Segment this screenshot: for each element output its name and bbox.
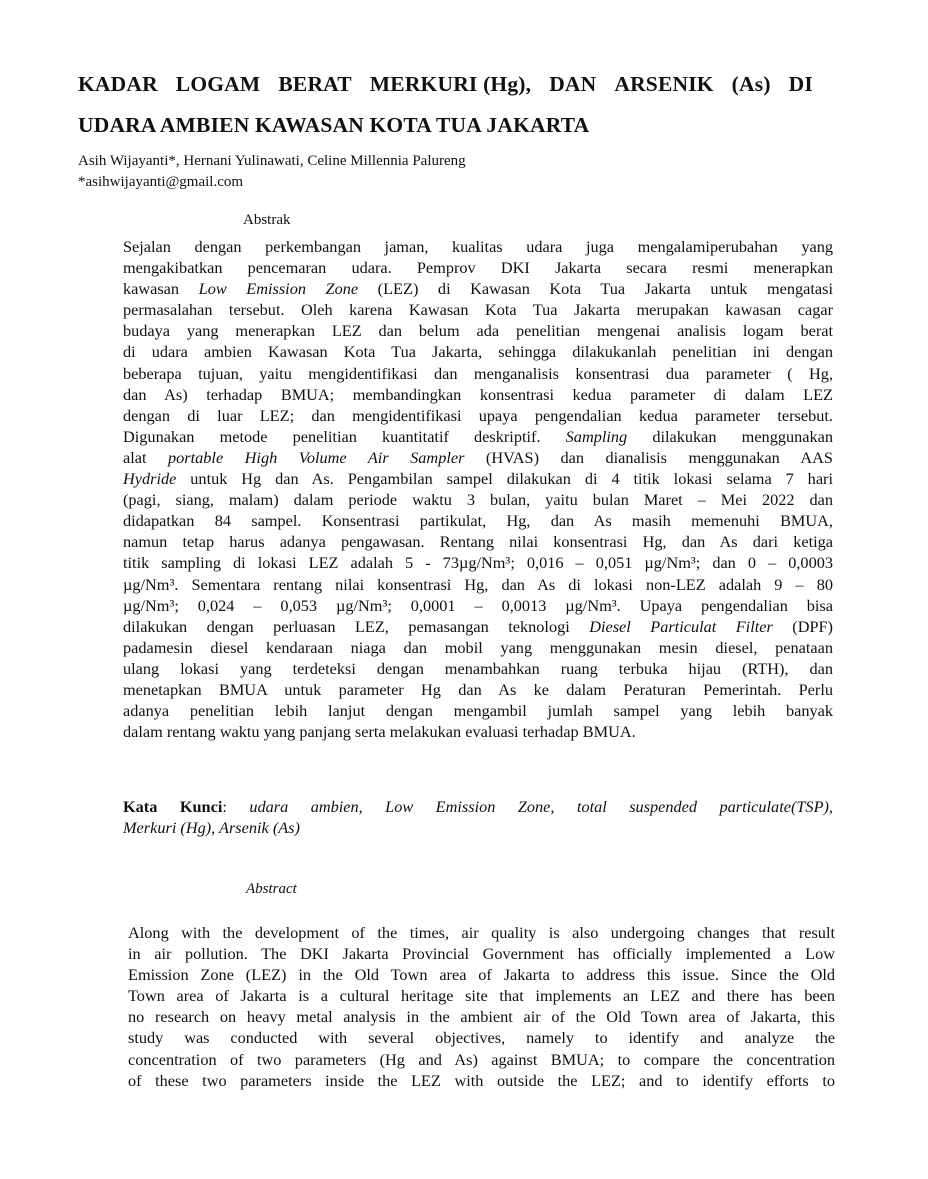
text-line: study was conducted with several objectives, namely to identify and analyze the <box>128 1028 835 1048</box>
keywords-colon: : <box>222 797 227 816</box>
title-word: KADAR <box>78 72 158 96</box>
text-line: ulang lokasi yang terdeteksi dengan menambahkan ruang terbuka hijau (RTH), dan <box>123 658 833 678</box>
text-line: of these two parameters inside the LEZ with outside the LEZ; and to identify efforts to <box>128 1070 835 1090</box>
text-line: no research on heavy metal analysis in the ambient air of the Old Town area of Jakarta, this <box>128 1007 835 1027</box>
text-run: untuk Hg dan As. Pengambilan sampel dilakukan di 4 titik lokasi selama 7 hari <box>176 469 833 489</box>
keywords-values: udara ambien, Low Emission Zone, total suspended particulate(TSP), <box>249 797 834 816</box>
text-line: Sejalan dengan perkembangan jaman, kualitas udara juga mengalamiperubahan yang <box>123 237 833 256</box>
text-line <box>123 468 833 489</box>
text-line: mengakibatkan pencemaran udara. Pemprov DKI Jakarta secara resmi menerapkan <box>123 258 833 278</box>
abstrak-body <box>123 236 833 742</box>
italic-term: Hydride <box>123 469 177 489</box>
keywords-label: Kata Kunci <box>123 797 223 816</box>
paper-title-line-1 <box>78 72 813 97</box>
text-line: adanya penelitian lebih lanjut dengan mengambil jumlah sampel yang lebih banyak <box>123 701 833 721</box>
text-run: Digunakan metode penelitian kuantitatif deskriptif. <box>123 426 566 446</box>
italic-term: Sampling <box>565 426 628 446</box>
text-line: permasalahan tersebut. Oleh karena Kawasan Kota Tua Jakarta merupakan kawasan cagar <box>123 300 833 320</box>
text-run: kawasan <box>123 279 199 299</box>
italic-term: Diesel Particulat Filter <box>589 616 773 636</box>
title-word: DAN <box>549 72 597 96</box>
text-line: dan As) terhadap BMUA; membandingkan konsentrasi kedua parameter di dalam LEZ <box>123 384 833 404</box>
text-line: (pagi, siang, malam) dalam periode waktu 3 bulan, yaitu bulan Maret – Mei 2022 dan <box>123 490 833 510</box>
text-run: (DPF) <box>772 616 833 636</box>
keywords <box>123 796 833 838</box>
author-email: *asihwijayanti@gmail.com <box>78 174 244 190</box>
text-run: dilakukan menggunakan <box>627 426 833 446</box>
text-line: padamesin diesel kendaraan niaga dan mobil yang menggunakan mesin diesel, penataan <box>123 637 833 657</box>
italic-term: portable High Volume Air Sampler <box>168 447 465 467</box>
text-run: alat <box>123 447 168 467</box>
text-line: Town area of Jakarta is a cultural heritage site that implements an LEZ and there has been <box>128 986 835 1006</box>
title-word: LOGAM <box>175 72 261 96</box>
abstract-body <box>128 922 835 1091</box>
text-line: namun tetap harus adanya pengawasan. Rentang nilai konsentrasi Hg, dan As dari ketiga <box>123 532 833 552</box>
paper-title-line-2: UDARA AMBIEN KAWASAN KOTA TUA JAKARTA <box>78 113 590 137</box>
text-run: dilakukan dengan perluasan LEZ, pemasangan teknologi <box>123 616 590 636</box>
text-line <box>123 616 833 637</box>
text-line: Along with the development of the times, air quality is also undergoing changes that result <box>128 923 835 942</box>
text-line: beberapa tujuan, yaitu mengidentifikasi dan menganalisis konsentrasi dua parameter ( Hg, <box>123 363 833 383</box>
text-line: concentration of two parameters (Hg and As) against BMUA; to compare the concentration <box>128 1049 835 1069</box>
italic-term: Low Emission Zone <box>198 279 359 299</box>
title-word: (As) <box>731 72 771 96</box>
text-line: didapatkan 84 sampel. Konsentrasi partikulat, Hg, dan As masih memenuhi BMUA, <box>123 511 833 531</box>
abstract-heading: Abstract <box>246 881 297 897</box>
text-line <box>123 447 833 468</box>
text-line: dalam rentang waktu yang panjang serta melakukan evaluasi terhadap BMUA. <box>123 722 636 742</box>
keywords-line-1 <box>123 796 833 817</box>
text-line: µg/Nm³. Sementara rentang nilai konsentrasi Hg, dan As di lokasi non-LEZ adalah 9 – 80 <box>123 574 833 594</box>
keywords-line-2 <box>123 817 833 838</box>
title-word: MERKURI (Hg), <box>369 72 532 96</box>
text-line: menetapkan BMUA untuk parameter Hg dan As ke dalam Peraturan Pemerintah. Perlu <box>123 679 833 699</box>
title-word: DI <box>788 72 813 96</box>
text-line: budaya yang menerapkan LEZ dan belum ada penelitian mengenai analisis logam berat <box>123 321 833 341</box>
text-line: in air pollution. The DKI Jakarta Provincial Government has officially implemented a Low <box>128 944 835 964</box>
text-line: titik sampling di lokasi LEZ adalah 5 - 73µg/Nm³; 0,016 – 0,051 µg/Nm³; dan 0 – 0,0003 <box>123 553 833 573</box>
text-line: Emission Zone (LEZ) in the Old Town area of Jakarta to address this issue. Since the Old <box>128 965 835 985</box>
text-line <box>123 278 833 299</box>
text-line: di udara ambien Kawasan Kota Tua Jakarta, sehingga dilakukanlah penelitian ini dengan <box>123 342 833 362</box>
text-run: (LEZ) di Kawasan Kota Tua Jakarta untuk mengatasi <box>358 279 833 299</box>
author-list: Asih Wijayanti*, Hernani Yulinawati, Celine Millennia Palureng <box>78 153 466 169</box>
title-word: ARSENIK <box>614 72 714 96</box>
abstrak-heading: Abstrak <box>243 212 291 228</box>
keywords-values-cont: Merkuri (Hg), Arsenik (As) <box>123 818 300 838</box>
text-run: (HVAS) dan dianalisis menggunakan AAS <box>464 447 833 467</box>
text-line: µg/Nm³; 0,024 – 0,053 µg/Nm³; 0,0001 – 0,0013 µg/Nm³. Upaya pengendalian bisa <box>123 595 833 615</box>
text-line: dengan di luar LEZ; dan mengidentifikasi upaya pengendalian kedua parameter tersebut. <box>123 405 833 425</box>
text-line <box>123 426 833 447</box>
title-word: BERAT <box>278 72 352 96</box>
